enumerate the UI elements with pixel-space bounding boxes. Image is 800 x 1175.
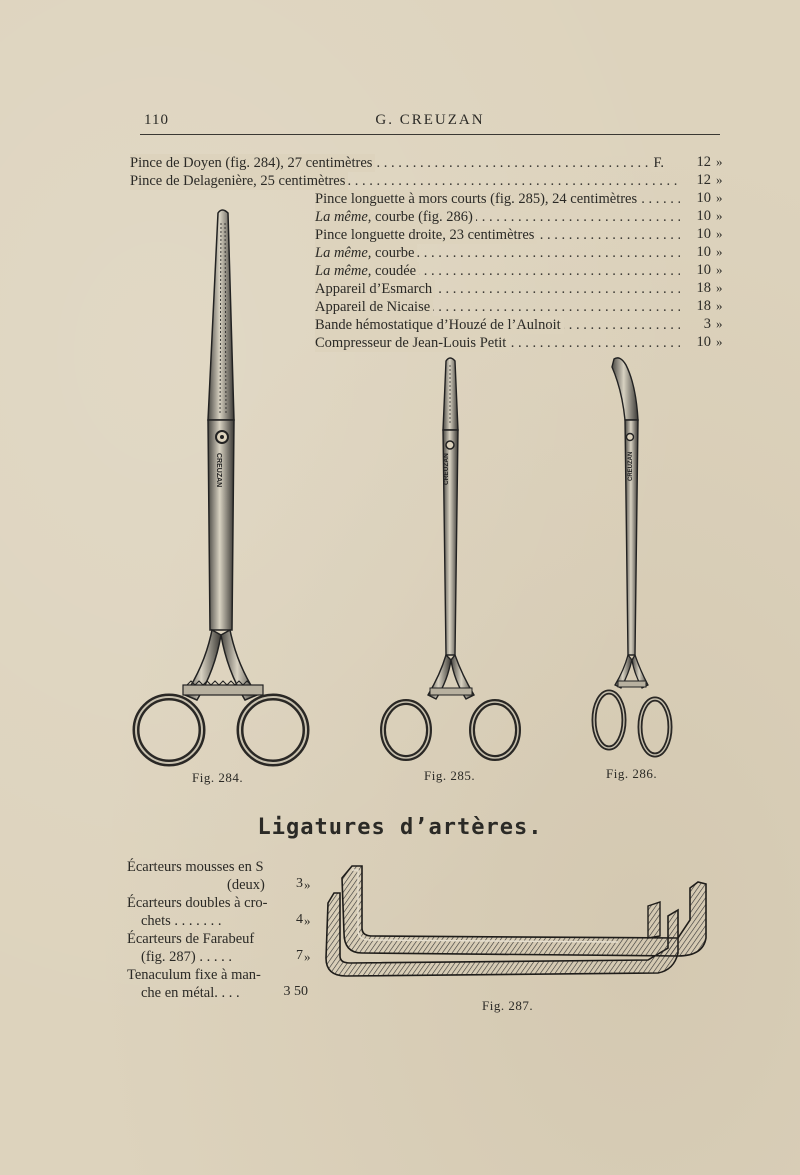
item-label: Bande hémostatique d’Houzé de l’Aulnoit (315, 316, 564, 334)
item-label: Pince longuette à mors courts (fig. 285), 24 centimètres (315, 190, 640, 208)
list-item (315, 190, 680, 208)
engraving-284: CREUZAN (215, 453, 222, 488)
price-unit: » (716, 154, 723, 169)
list-item: che en métal. . . . (141, 985, 240, 1001)
list-item: Écarteurs de Farabeuf (127, 931, 255, 947)
list-item: chets . . . . . . . (141, 913, 222, 929)
list-item (315, 226, 680, 244)
item-price: 3 (296, 876, 303, 891)
list-item (315, 316, 680, 334)
price-unit: » (716, 316, 723, 331)
item-price: 3 (703, 316, 711, 332)
price-unit: » (716, 190, 723, 205)
list-item (315, 298, 680, 316)
figure-286-forceps (588, 355, 678, 765)
figure-284-forceps (125, 205, 320, 770)
list-item (315, 280, 680, 298)
price-unit: » (716, 172, 723, 187)
price-unit: » (716, 280, 723, 295)
figure-caption: Fig. 285. (424, 768, 476, 783)
item-label: courbe (371, 245, 415, 261)
item-label: coudée (371, 263, 417, 279)
list-item: Tenaculum fixe à man- (127, 967, 261, 983)
item-label: Compresseur de Jean-Louis Petit (315, 334, 509, 352)
price-unit: » (716, 334, 723, 349)
price-unit: » (716, 226, 723, 241)
price-unit: » (304, 877, 311, 892)
price-unit: » (716, 244, 723, 259)
list-item: (deux) (227, 877, 265, 893)
item-price: 10 (696, 244, 711, 260)
item-price: 10 (696, 334, 711, 350)
item-label: Pince longuette droite, 23 centimètres (315, 226, 537, 244)
figure-caption: Fig. 286. (606, 766, 658, 781)
list-item: (fig. 287) . . . . . (141, 949, 233, 965)
item-price: 7 (296, 948, 303, 963)
list-item (315, 334, 680, 352)
figure-287-retractors (318, 858, 713, 983)
currency-prefix: F. (653, 155, 664, 171)
price-unit: » (716, 208, 723, 223)
item-label-italic: La même, (315, 245, 372, 261)
list-item (130, 172, 680, 190)
item-price: 18 (696, 298, 711, 314)
list-item (315, 244, 680, 262)
item-label: Appareil d’Esmarch (315, 280, 435, 298)
list-item (315, 262, 680, 280)
item-label: courbe (fig. 286) (371, 209, 473, 225)
item-label: Pince de Doyen (fig. 284), 27 centimètres (130, 154, 375, 172)
item-price: 12 (696, 172, 711, 188)
price-unit: » (304, 913, 311, 928)
item-label: Appareil de Nicaise (315, 298, 433, 316)
item-price: 12 (696, 154, 711, 170)
figure-285-forceps (378, 355, 523, 765)
page-number: 110 (144, 112, 169, 128)
engraving-285: CREUZAN (443, 453, 450, 485)
item-price: 10 (696, 226, 711, 242)
running-title: G. CREUZAN (375, 112, 485, 128)
item-price: 4 (296, 912, 303, 927)
item-price: 3 50 (283, 984, 308, 999)
price-unit: » (716, 298, 723, 313)
item-price: 10 (696, 190, 711, 206)
item-price: 18 (696, 280, 711, 296)
page-header (140, 112, 720, 132)
section-title: Ligatures d’artères. (257, 815, 543, 840)
figure-caption: Fig. 284. (192, 770, 244, 785)
header-rule (140, 134, 720, 135)
price-unit: » (304, 949, 311, 964)
list-item (315, 208, 680, 226)
list-item: Écarteurs mousses en S (127, 859, 264, 875)
item-label: Pince de Delagenière, 25 centimètres (130, 172, 348, 190)
engraving-286: CREUZAN (628, 451, 634, 481)
item-label-italic: La même, (315, 263, 372, 279)
list-item (130, 154, 662, 172)
list-item: Écarteurs doubles à cro- (127, 895, 268, 911)
figure-caption: Fig. 287. (482, 998, 534, 1013)
item-label-italic: La même, (315, 209, 372, 225)
item-price: 10 (696, 208, 711, 224)
price-unit: » (716, 262, 723, 277)
item-price: 10 (696, 262, 711, 278)
